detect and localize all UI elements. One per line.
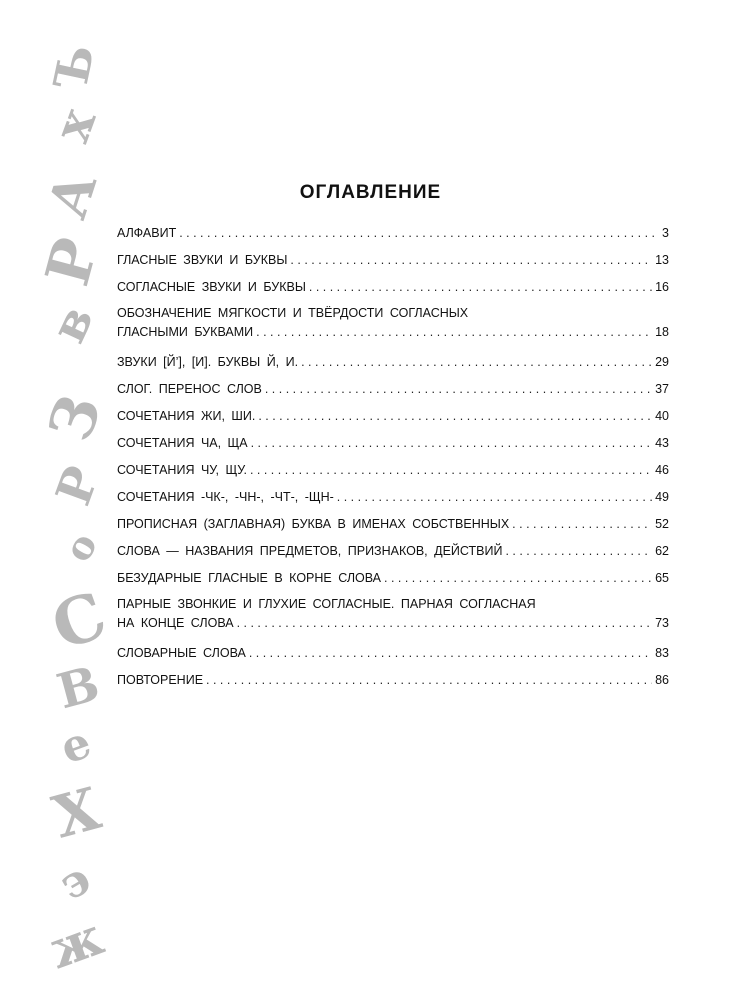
toc-entry-page: 37 <box>655 382 669 396</box>
toc-entry-label-line1: ОБОЗНАЧЕНИЕ МЯГКОСТИ И ТВЁРДОСТИ СОГЛАСНЫХ <box>117 306 469 320</box>
toc-entry-label: ГЛАСНЫМИ БУКВАМИ <box>117 325 254 339</box>
toc-entry-page: 65 <box>655 571 669 585</box>
leader-dots <box>251 430 652 457</box>
decor-letter: в <box>40 297 106 351</box>
toc-entry[interactable] <box>117 592 669 633</box>
toc-entry-label: БЕЗУДАРНЫЕ ГЛАСНЫЕ В КОРНЕ СЛОВА <box>117 571 382 585</box>
toc-entry-label: СОЧЕТАНИЯ -ЧК-, -ЧН-, -ЧТ-, -ЩН- <box>117 490 334 504</box>
toc-entry[interactable] <box>117 403 669 430</box>
decor-letter: х <box>41 100 108 149</box>
leader-dots <box>179 220 659 247</box>
toc-entry-label: ГЛАСНЫЕ ЗВУКИ И БУКВЫ <box>117 253 288 267</box>
toc-entry-label: СЛОВАРНЫЕ СЛОВА <box>117 646 246 660</box>
decor-letter: Х <box>45 774 108 852</box>
toc-entry-label: СОГЛАСНЫЕ ЗВУКИ И БУКВЫ <box>117 280 306 294</box>
leader-dots <box>309 274 652 301</box>
toc-entry[interactable] <box>117 301 669 342</box>
leader-dots <box>265 376 652 403</box>
decor-letter: Р <box>32 231 113 293</box>
toc-entry-label: СОЧЕТАНИЯ ЧУ, ЩУ. <box>117 463 247 477</box>
toc-entry-label: СЛОГ. ПЕРЕНОС СЛОВ <box>117 382 262 396</box>
toc-entry-page: 83 <box>655 646 669 660</box>
toc-entry-label: ПОВТОРЕНИЕ <box>117 673 204 687</box>
table-of-contents <box>117 220 669 694</box>
decor-letter: А <box>34 164 110 226</box>
leader-dots <box>256 322 652 342</box>
toc-entry-label: СОЧЕТАНИЯ ЧА, ЩА <box>117 436 248 450</box>
toc-entry-label: АЛФАВИТ <box>117 226 177 240</box>
toc-entry-page: 62 <box>655 544 669 558</box>
toc-entry-label: СОЧЕТАНИЯ ЖИ, ШИ. <box>117 409 256 423</box>
toc-entry[interactable] <box>117 640 669 667</box>
toc-entry-page: 29 <box>655 355 669 369</box>
decor-letter: Р <box>45 459 111 513</box>
toc-entry-page: 86 <box>655 673 669 687</box>
decor-letter: З <box>35 386 116 450</box>
leader-dots <box>258 403 652 430</box>
leader-dots <box>290 247 652 274</box>
toc-entry-page: 13 <box>655 253 669 267</box>
decor-letter: ж <box>40 905 112 982</box>
leader-dots <box>250 457 652 484</box>
leader-dots <box>337 484 652 511</box>
toc-entry[interactable] <box>117 349 669 376</box>
toc-entry-label: ЗВУКИ [Й’], [И]. БУКВЫ Й, И. <box>117 355 299 369</box>
toc-entry[interactable] <box>117 511 669 538</box>
toc-entry-page: 43 <box>655 436 669 450</box>
decor-letter: э <box>50 852 100 911</box>
decor-letter: С <box>42 577 117 666</box>
toc-entry-page: 49 <box>655 490 669 504</box>
decor-letter: е <box>53 716 98 775</box>
toc-entry[interactable] <box>117 274 669 301</box>
toc-entry[interactable] <box>117 484 669 511</box>
toc-entry-label: СЛОВА — НАЗВАНИЯ ПРЕДМЕТОВ, ПРИЗНАКОВ, ДЕЙСТВИЙ <box>117 544 503 558</box>
decor-letter: В <box>51 655 106 721</box>
leader-dots <box>249 640 652 667</box>
toc-entry-page: 16 <box>655 280 669 294</box>
leader-dots <box>505 538 652 565</box>
toc-entry[interactable] <box>117 667 669 694</box>
toc-entry-page: 40 <box>655 409 669 423</box>
toc-entry[interactable] <box>117 538 669 565</box>
toc-entry-label: НА КОНЦЕ СЛОВА <box>117 616 234 630</box>
page-title: ОГЛАВЛЕНИЕ <box>299 182 442 203</box>
toc-entry-label: ПРОПИСНАЯ (ЗАГЛАВНАЯ) БУКВА В ИМЕНАХ СОБСТВЕННЫХ <box>117 517 510 531</box>
toc-entry-page: 46 <box>655 463 669 477</box>
toc-entry-label-line1: ПАРНЫЕ ЗВОНКИЕ И ГЛУХИЕ СОГЛАСНЫЕ. ПАРНАЯ СОГЛАСНАЯ <box>117 597 536 611</box>
toc-entry-page: 73 <box>655 616 669 630</box>
toc-entry-page: 3 <box>662 226 669 240</box>
decorative-letter-column <box>0 0 120 1000</box>
toc-entry[interactable] <box>117 220 669 247</box>
toc-entry[interactable] <box>117 457 669 484</box>
toc-entry[interactable] <box>117 376 669 403</box>
leader-dots <box>512 511 652 538</box>
leader-dots <box>237 613 653 633</box>
decor-letter: Ъ <box>43 39 105 95</box>
decor-letter: о <box>54 524 107 569</box>
toc-entry-page: 18 <box>655 325 669 339</box>
toc-entry[interactable] <box>117 565 669 592</box>
toc-entry[interactable] <box>117 247 669 274</box>
leader-dots <box>301 349 652 376</box>
toc-entry-page: 52 <box>655 517 669 531</box>
toc-entry[interactable] <box>117 430 669 457</box>
leader-dots <box>384 565 652 592</box>
leader-dots <box>206 667 652 694</box>
